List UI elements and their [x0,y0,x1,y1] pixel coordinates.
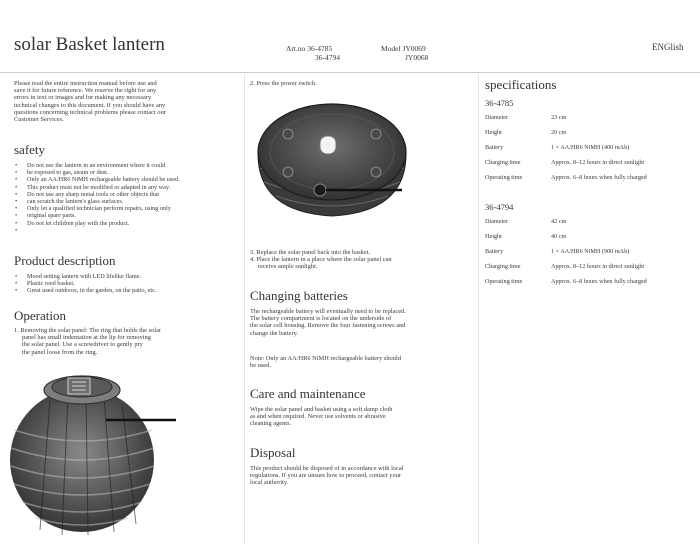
spec-value: Approx. 6–8 hours when fully charged [551,278,647,285]
specifications-heading: specifications [485,77,557,92]
step-line: 3. Replace the solar panel back into the basket. [250,249,370,256]
model-line-2: JY0068 [405,53,429,62]
text-line: Note: Only an AA/HR6 NiMH rechargeable battery should [250,355,401,362]
text-line: change the battery. [250,329,299,337]
operation-steps-3-4 [250,249,475,271]
table-row [485,155,647,170]
text-line: cleaning agents. [250,420,292,428]
spec-key: Diameter [485,218,509,225]
list-item: • can scratch the lantern's glass surfaces. [14,198,239,205]
spec-value: Approx. 6–8 hours when fully charged [551,174,647,181]
spec-value: 42 cm [551,218,567,225]
list-item: • Mood setting lantern with LED lifelike flame. [14,273,239,280]
operation-step-1 [14,327,239,356]
text-line: as and when required. Never use solvents or abrasive [250,413,386,421]
text-line: The battery compartment is located on the underside of [250,315,392,323]
spec-key: Battery [485,248,504,255]
batteries-text [250,308,475,337]
spec-key: Height [485,129,502,136]
spec-key: Battery [485,144,504,151]
text-line: be used. [250,362,271,370]
list-item: • Do not use any sharp metal tools or other objects that [14,191,239,198]
spec-model-name: 36-4785 [485,98,514,108]
spec-key: Operating time [485,174,523,181]
batteries-note [250,355,475,369]
spec-value: 40 cm [551,233,567,240]
spec-table [485,110,647,185]
list-item: • original spare parts. [14,212,239,219]
text-line: the solar cell housing. Remove the four fastening screws and [250,322,406,330]
table-row [485,125,647,140]
intro-line: questions concerning technical problems please contact our [14,108,166,116]
solar-housing-illustration [252,92,432,232]
list-item: • Plastic reed basket. [14,280,239,287]
list-item [14,227,239,234]
art-no-line-1: Art.no 36-4785 [286,44,333,53]
art-no-line-2: 36-4794 [315,53,340,62]
text-line: regulations. If you are unsure how to proceed, contact your [250,472,402,480]
list-item: • Do not let children play with the product. [14,220,239,227]
intro-line: Please read the entire instruction manual before use and [14,80,157,87]
spec-key: Height [485,233,502,240]
spec-key: Diameter [485,114,509,121]
operation-heading: Operation [14,308,66,323]
intro-text [14,80,239,123]
text-line: Wipe the solar panel and basket using a soft damp cloth [250,406,393,413]
lantern-illustration [10,360,242,540]
description-heading: Product description [14,253,116,268]
spec-value: Approx. 8–12 hours in direct sunlight [551,263,645,270]
table-row [485,229,647,244]
header-divider [0,72,700,73]
step-line: the panel loose from the ring. [22,348,98,356]
table-row [485,259,647,274]
spec-value: 1 × AA/HR6 NiMH (400 mAh) [551,144,630,151]
article-numbers [286,44,340,62]
step-line: 4. Place the lantern in a place where the solar panel can [250,256,392,264]
description-list [14,273,239,295]
spec-key: Operating time [485,278,523,285]
column-divider-2 [478,74,479,544]
step-line: panel has small indentation at the lip for removing [22,334,151,342]
intro-line: errors in text or images and for making any necessary [14,94,152,102]
text-line: The rechargeable battery will eventually need to be replaced. [250,308,406,315]
safety-heading: safety [14,142,46,157]
spec-value: 1 × AA/HR6 NiMH (900 mAh) [551,248,630,255]
safety-list [14,162,239,234]
power-switch-icon [320,136,336,154]
intro-line: technical changes to this document. If you should have any [14,101,166,109]
screw-icon [283,129,293,139]
list-item: • Do not use the lantern in an environment where it could [14,162,239,169]
model-numbers [381,44,428,62]
table-row [485,274,647,289]
care-text [250,406,475,428]
table-row [485,244,647,259]
spec-value: Approx. 8–12 hours in direct sunlight [551,159,645,166]
text-line: This product should be disposed of in accordance with local [250,465,404,472]
screw-icon [371,129,381,139]
table-row [485,170,647,185]
step-line: receive ample sunlight. [258,263,318,271]
operation-step-2: 2. Press the power switch. [250,80,317,87]
intro-line: Customer Services. [14,116,64,124]
model-line-1: Model JY0069 [381,44,426,53]
list-item: • Great used outdoors, in the garden, on the patio, etc. [14,287,239,294]
language-label: ENGlish [652,42,684,52]
text-line: local authority. [250,479,289,487]
spec-value: 23 cm [551,114,567,121]
screw-icon [283,167,293,177]
spec-value: 20 cm [551,129,567,136]
intro-line: save it for future reference. We reserve the right for any [14,87,157,95]
batteries-heading: Changing batteries [250,288,348,303]
table-row [485,140,647,155]
screw-icon [371,167,381,177]
disposal-text [250,465,475,487]
list-item: • Only an AA/HR6 NiMH rechargeable battery should be used. [14,176,239,183]
spec-model-name: 36-4794 [485,202,514,212]
table-row [485,214,647,229]
list-item: • Only let a qualified technician perform repairs, using only [14,205,239,212]
spec-table [485,214,647,289]
disposal-heading: Disposal [250,445,296,460]
column-divider-1 [244,74,245,544]
spec-key: Charging time [485,159,521,166]
table-row [485,110,647,125]
list-item: • This product must not be modified or adapted in any way. [14,184,239,191]
spec-key: Charging time [485,263,521,270]
care-heading: Care and maintenance [250,386,366,401]
document-title: solar Basket lantern [14,34,165,55]
step-line: the solar panel. Use a screwdriver to gently pry [22,341,143,349]
list-item: • be exposed to gas, steam or dust. [14,169,239,176]
step-line: 1. Removing the solar panel: The ring that holds the solar [14,327,162,334]
